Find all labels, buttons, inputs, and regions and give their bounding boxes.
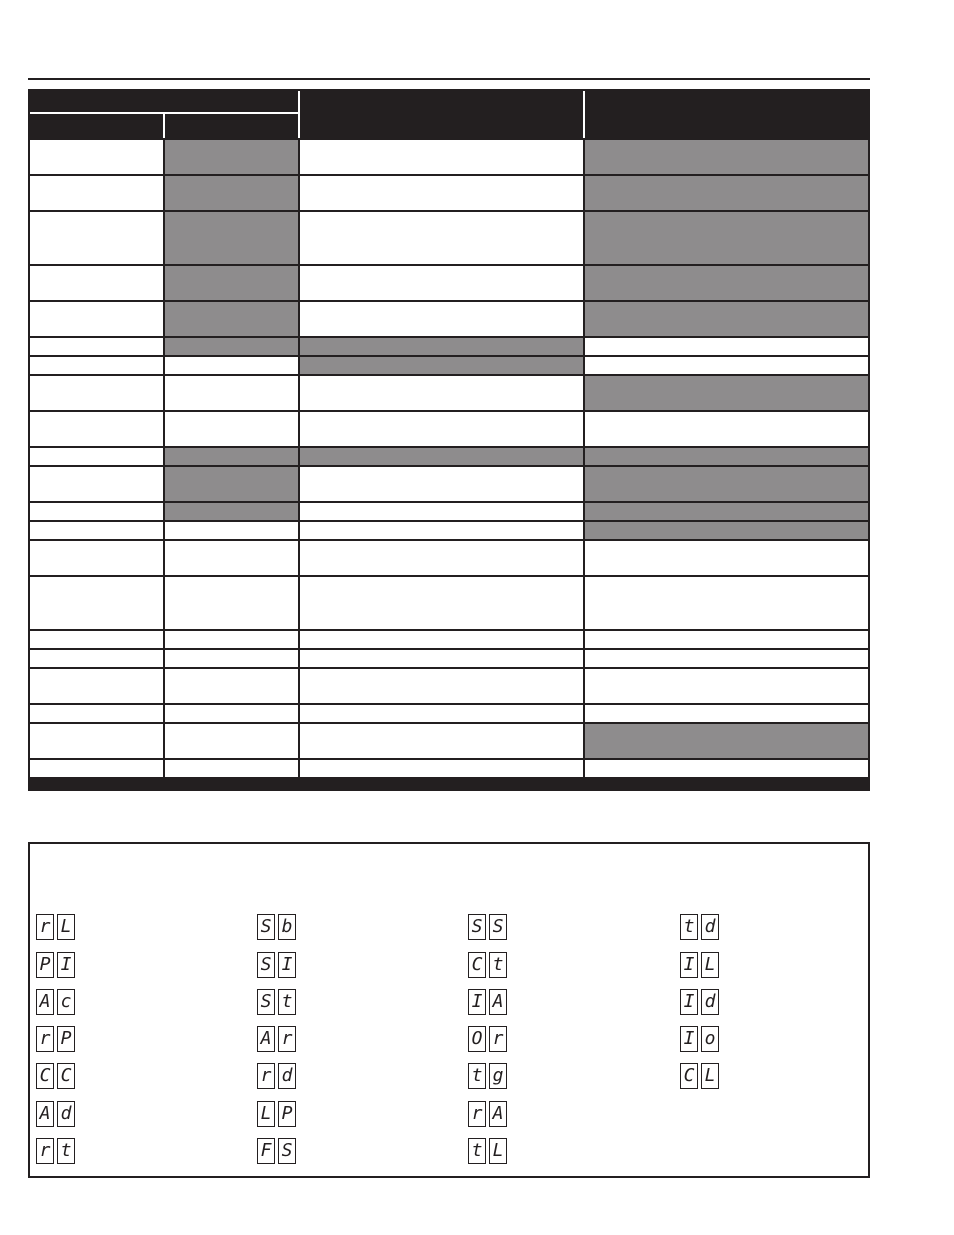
display-digit (278, 914, 296, 940)
table-cell-shaded (585, 212, 868, 264)
display-digit (36, 989, 54, 1015)
display-digit (57, 1026, 75, 1052)
display-character: d (704, 991, 716, 1012)
display-character: t (281, 991, 293, 1012)
table-cell (30, 760, 163, 777)
display-code (257, 1138, 301, 1166)
table-row (30, 176, 868, 210)
display-digit (468, 914, 486, 940)
table-cell-shaded (585, 503, 868, 520)
table-cell (300, 541, 583, 575)
table-cell (300, 376, 583, 410)
display-character: r (39, 1028, 51, 1049)
table-cell-shaded (585, 176, 868, 210)
display-character: S (471, 916, 483, 937)
table-cell (165, 357, 298, 374)
display-digit (257, 952, 275, 978)
display-character: r (281, 1028, 293, 1049)
table-cell (300, 266, 583, 300)
display-digit (701, 952, 719, 978)
display-digit (36, 1101, 54, 1127)
table-cell-shaded (165, 140, 298, 174)
table-row (30, 650, 868, 667)
table-cell (30, 140, 163, 174)
display-character: r (492, 1028, 504, 1049)
table-cell (300, 522, 583, 539)
display-character: t (492, 954, 504, 975)
display-character: C (39, 1065, 51, 1086)
table-row (30, 140, 868, 174)
display-character: C (60, 1065, 72, 1086)
table-cell (300, 650, 583, 667)
table-cell (300, 631, 583, 648)
table-cell (165, 760, 298, 777)
table-cell (585, 650, 868, 667)
table-cell (300, 724, 583, 758)
display-character: d (704, 916, 716, 937)
display-digit (57, 1101, 75, 1127)
display-code (680, 952, 724, 980)
display-digit (36, 1063, 54, 1089)
table-cell (30, 522, 163, 539)
display-character: S (260, 954, 272, 975)
display-character: r (39, 1140, 51, 1161)
display-digit (36, 952, 54, 978)
display-code (468, 1138, 512, 1166)
display-character: C (471, 954, 483, 975)
display-character: O (471, 1028, 483, 1049)
table-row (30, 302, 868, 336)
table-row (30, 266, 868, 300)
table-header (30, 91, 868, 138)
table-cell-shaded (165, 266, 298, 300)
display-digit (36, 1026, 54, 1052)
display-digit (278, 952, 296, 978)
table-cell (300, 577, 583, 629)
display-digit (468, 1063, 486, 1089)
table-cell (165, 724, 298, 758)
table-cell (585, 338, 868, 355)
table-row (30, 631, 868, 648)
display-character: S (281, 1140, 293, 1161)
display-digit (57, 989, 75, 1015)
display-digit (489, 1138, 507, 1164)
display-digit (680, 914, 698, 940)
display-code (468, 914, 512, 942)
display-code (36, 1026, 80, 1054)
table-row (30, 448, 868, 465)
table-cell-shaded (165, 212, 298, 264)
table-row (30, 467, 868, 501)
table-cell (300, 760, 583, 777)
table-row (30, 522, 868, 539)
table-cell (30, 467, 163, 501)
display-code (36, 1063, 80, 1091)
table-row (30, 212, 868, 264)
display-digit (278, 989, 296, 1015)
display-code (257, 1026, 301, 1054)
display-digit (468, 952, 486, 978)
display-character: A (39, 991, 51, 1012)
table-cell (585, 541, 868, 575)
display-character: I (683, 1028, 695, 1049)
table-cell-shaded (300, 357, 583, 374)
display-digit (680, 989, 698, 1015)
table-row (30, 357, 868, 374)
display-digit (680, 1063, 698, 1089)
display-character: L (704, 1065, 716, 1086)
display-digit (257, 1101, 275, 1127)
display-digit (468, 1026, 486, 1052)
table-cell-shaded (585, 376, 868, 410)
display-digit (278, 1101, 296, 1127)
display-digit (489, 1026, 507, 1052)
table-cell (585, 705, 868, 722)
table-cell (30, 577, 163, 629)
display-character: S (260, 916, 272, 937)
table-row (30, 705, 868, 722)
display-character: A (492, 991, 504, 1012)
display-character: P (281, 1103, 293, 1124)
table-cell-shaded (165, 467, 298, 501)
table-row (30, 724, 868, 758)
table-row (30, 338, 868, 355)
table-cell (300, 412, 583, 446)
table-cell-shaded (585, 467, 868, 501)
display-code (257, 914, 301, 942)
display-digit (489, 1101, 507, 1127)
display-code (257, 989, 301, 1017)
table-cell (165, 541, 298, 575)
display-digit (489, 952, 507, 978)
display-digit (257, 1026, 275, 1052)
display-digit (680, 1026, 698, 1052)
table-row (30, 760, 868, 777)
table-cell (30, 412, 163, 446)
table-cell (165, 650, 298, 667)
table-cell-shaded (165, 448, 298, 465)
table-cell (30, 705, 163, 722)
header-subdivider (163, 114, 165, 138)
display-code (468, 1063, 512, 1091)
table-cell (300, 669, 583, 703)
display-code (680, 989, 724, 1017)
display-character: L (260, 1103, 272, 1124)
table-cell (30, 176, 163, 210)
display-code (36, 989, 80, 1017)
table-row (30, 412, 868, 446)
display-digit (701, 989, 719, 1015)
display-digit (489, 989, 507, 1015)
table-cell-shaded (585, 140, 868, 174)
display-digit (36, 914, 54, 940)
table-row (30, 577, 868, 629)
display-digit (257, 914, 275, 940)
table-cell-shaded (165, 503, 298, 520)
header-divider-1 (298, 91, 300, 138)
display-character: A (39, 1103, 51, 1124)
display-code (36, 952, 80, 980)
display-digit (489, 914, 507, 940)
display-character: L (60, 916, 72, 937)
table-row (30, 669, 868, 703)
table-cell (300, 212, 583, 264)
display-digit (57, 914, 75, 940)
table-cell-shaded (585, 522, 868, 539)
display-digit (278, 1026, 296, 1052)
display-digit (468, 1101, 486, 1127)
display-code (36, 914, 80, 942)
display-digit (257, 1138, 275, 1164)
display-code (680, 1063, 724, 1091)
table-cell (30, 631, 163, 648)
table-cell (165, 376, 298, 410)
display-code (468, 989, 512, 1017)
table-cell (165, 522, 298, 539)
table-row (30, 541, 868, 575)
display-character: t (471, 1140, 483, 1161)
display-code (468, 1026, 512, 1054)
table-cell (30, 669, 163, 703)
display-character: c (60, 991, 72, 1012)
display-character: A (492, 1103, 504, 1124)
display-digit (57, 1138, 75, 1164)
display-character: b (281, 916, 293, 937)
display-character: I (60, 954, 72, 975)
table-cell (585, 631, 868, 648)
table-cell-shaded (165, 338, 298, 355)
top-rule (28, 78, 870, 80)
table-cell (585, 760, 868, 777)
display-code (680, 914, 724, 942)
table-cell (30, 448, 163, 465)
display-code (257, 952, 301, 980)
table-cell (300, 705, 583, 722)
table-cell (30, 357, 163, 374)
display-character: o (704, 1028, 716, 1049)
table-cell-shaded (165, 176, 298, 210)
display-code-legend (28, 842, 870, 1178)
table-cell (300, 503, 583, 520)
display-digit (278, 1138, 296, 1164)
display-digit (468, 1138, 486, 1164)
table-cell (165, 412, 298, 446)
display-character: t (60, 1140, 72, 1161)
table-cell-shaded (585, 448, 868, 465)
table-cell (30, 541, 163, 575)
display-code (257, 1063, 301, 1091)
table-cell (165, 705, 298, 722)
table-cell (30, 376, 163, 410)
display-digit (36, 1138, 54, 1164)
display-digit (701, 1063, 719, 1089)
table-cell-shaded (165, 302, 298, 336)
display-code (36, 1101, 80, 1129)
table-cell (300, 467, 583, 501)
display-code (36, 1138, 80, 1166)
table-cell (165, 577, 298, 629)
display-character: P (39, 954, 51, 975)
display-character: d (60, 1103, 72, 1124)
display-character: t (683, 916, 695, 937)
display-code (468, 1101, 512, 1129)
table-cell (30, 266, 163, 300)
display-character: I (281, 954, 293, 975)
display-character: r (471, 1103, 483, 1124)
display-digit (489, 1063, 507, 1089)
display-character: I (683, 954, 695, 975)
header-divider-2 (583, 91, 585, 138)
table-cell-shaded (300, 448, 583, 465)
display-digit (57, 1063, 75, 1089)
display-character: g (492, 1065, 504, 1086)
table-cell (165, 631, 298, 648)
display-digit (680, 952, 698, 978)
display-digit (257, 1063, 275, 1089)
table-cell (300, 176, 583, 210)
table-row (30, 503, 868, 520)
display-digit (701, 1026, 719, 1052)
table-cell (30, 302, 163, 336)
table-cell-shaded (585, 724, 868, 758)
display-character: I (471, 991, 483, 1012)
table-cell (300, 302, 583, 336)
display-character: d (281, 1065, 293, 1086)
table-row (30, 376, 868, 410)
table-cell-shaded (585, 302, 868, 336)
table-cell (585, 412, 868, 446)
table-cell-shaded (300, 338, 583, 355)
display-character: S (492, 916, 504, 937)
display-digit (468, 989, 486, 1015)
table-cell (165, 669, 298, 703)
display-code (468, 952, 512, 980)
display-digit (701, 914, 719, 940)
display-digit (57, 952, 75, 978)
table-cell-shaded (585, 266, 868, 300)
display-character: t (471, 1065, 483, 1086)
display-character: P (60, 1028, 72, 1049)
display-character: C (683, 1065, 695, 1086)
display-digit (257, 989, 275, 1015)
display-character: A (260, 1028, 272, 1049)
display-character: I (683, 991, 695, 1012)
table-cell (30, 212, 163, 264)
display-character: L (492, 1140, 504, 1161)
display-character: r (39, 916, 51, 937)
table-cell (585, 577, 868, 629)
parameter-table (28, 89, 870, 791)
table-cell (585, 357, 868, 374)
display-code (680, 1026, 724, 1054)
display-character: F (260, 1140, 272, 1161)
table-cell (300, 140, 583, 174)
table-cell (30, 650, 163, 667)
display-character: r (260, 1065, 272, 1086)
display-digit (278, 1063, 296, 1089)
table-cell (585, 669, 868, 703)
display-character: S (260, 991, 272, 1012)
table-cell (30, 338, 163, 355)
display-character: L (704, 954, 716, 975)
display-code (257, 1101, 301, 1129)
table-cell (30, 724, 163, 758)
table-cell (30, 503, 163, 520)
